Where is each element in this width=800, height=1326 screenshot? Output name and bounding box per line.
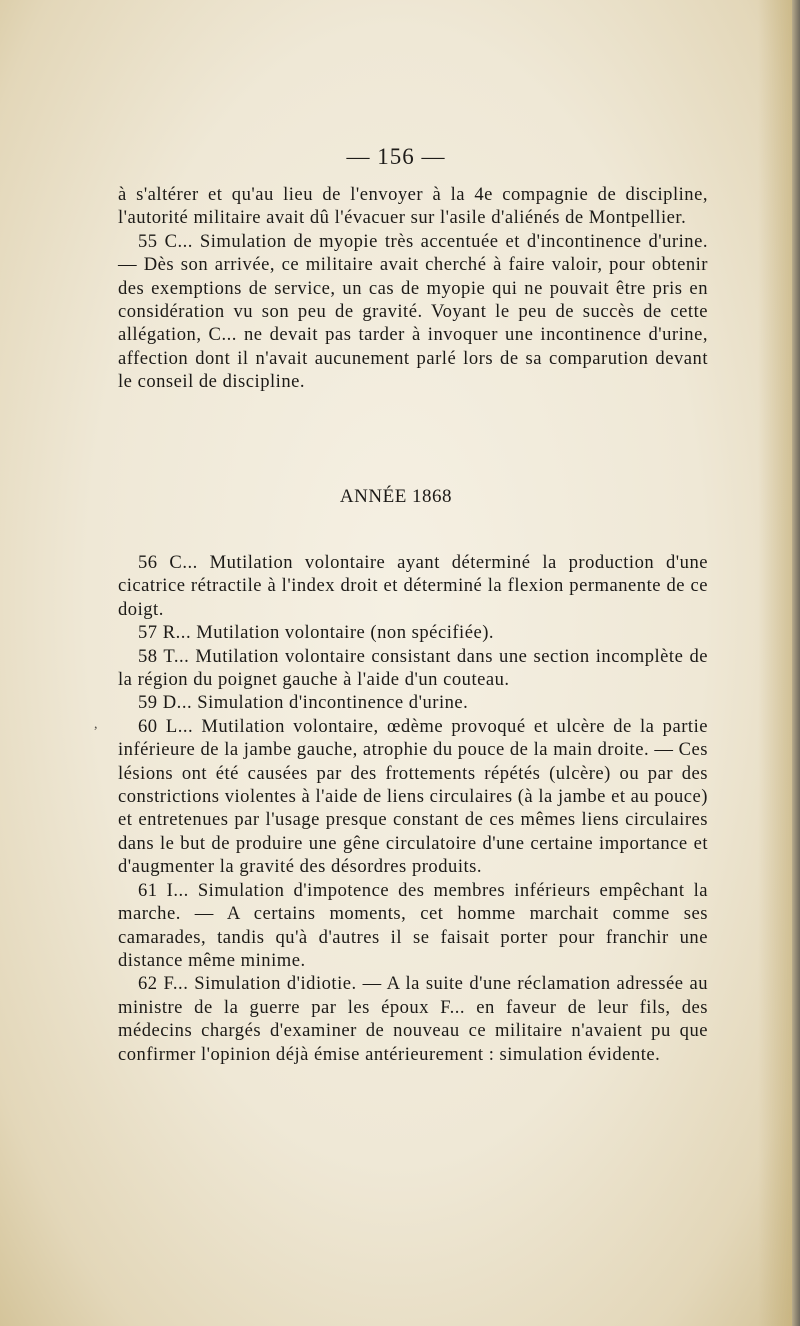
- entry-60: 60 L... Mutilation volontaire, œdème provoqué et ulcère de la partie inférieure de la jambe gauche, atrophie du pouce de la main droite. — Ces lésions ont été causées par des frottements répétés (ulcère) ou par des constrictions violentes à l'aide de liens circulaires (à la jambe et au pouce) et entretenues par l'usage presque constant de ces mêmes liens circulaires dans le but de produire une gêne circulatoire d'une certaine importance et d'augmenter la gravité des désordres produits.: [118, 715, 708, 878]
- entry-57: 57 R... Mutilation volontaire (non spécifiée).: [138, 622, 495, 644]
- entry-55: 55 C... Simulation de myopie très accentuée et d'incontinence d'urine. — Dès son arrivée, ce militaire avait cherché à faire valoir, pour obtenir des exemptions de service, un cas de myopie qui ne pouvait être pris en considération vu son peu de gravité. Voyant le peu de succès de cette allégation, C... ne devait pas tarder à invoquer une incontinence d'urine, affection dont il n'avait aucunement parlé lors de sa comparution devant le conseil de discipline.: [118, 230, 708, 393]
- entry-56: 56 C... Mutilation volontaire ayant déterminé la production d'une cicatrice rétractile à l'index droit et déterminé la flexion permanente de ce doigt.: [118, 552, 708, 620]
- continuation-paragraph: à s'altérer et qu'au lieu de l'envoyer à la 4e compagnie de discipline, l'autorité militaire avait dû l'évacuer sur l'asile d'aliénés de Montpellier.: [118, 184, 708, 229]
- section-heading: ANNÉE 1868: [339, 486, 453, 507]
- page-edge-shadow: [792, 0, 800, 1326]
- text-block-bottom: [118, 551, 708, 1066]
- page-number: — 156 —: [346, 144, 446, 169]
- entry-62: 62 F... Simulation d'idiotie. — A la suite d'une réclamation adressée au ministre de la guerre par les époux F... en faveur de leur fils, des médecins chargés d'examiner de nouveau ce militaire n'avaient pu que confirmer l'opinion déjà émise antérieurement : simulation évidente.: [118, 973, 708, 1065]
- entry-61: 61 I... Simulation d'impotence des membres inférieurs empêchant la marche. — A certains moments, cet homme marchait comme ses camarades, tandis qu'à d'autres il se faisait porter pour franchir une distance même minime.: [118, 879, 708, 971]
- entry-59: 59 D... Simulation d'incontinence d'urine.: [138, 692, 469, 714]
- entry-58: 58 T... Mutilation volontaire consistant dans une section incomplète de la région du poignet gauche à l'aide d'un couteau.: [118, 645, 708, 691]
- text-block-top: [118, 183, 708, 394]
- margin-mark: ,: [94, 717, 98, 732]
